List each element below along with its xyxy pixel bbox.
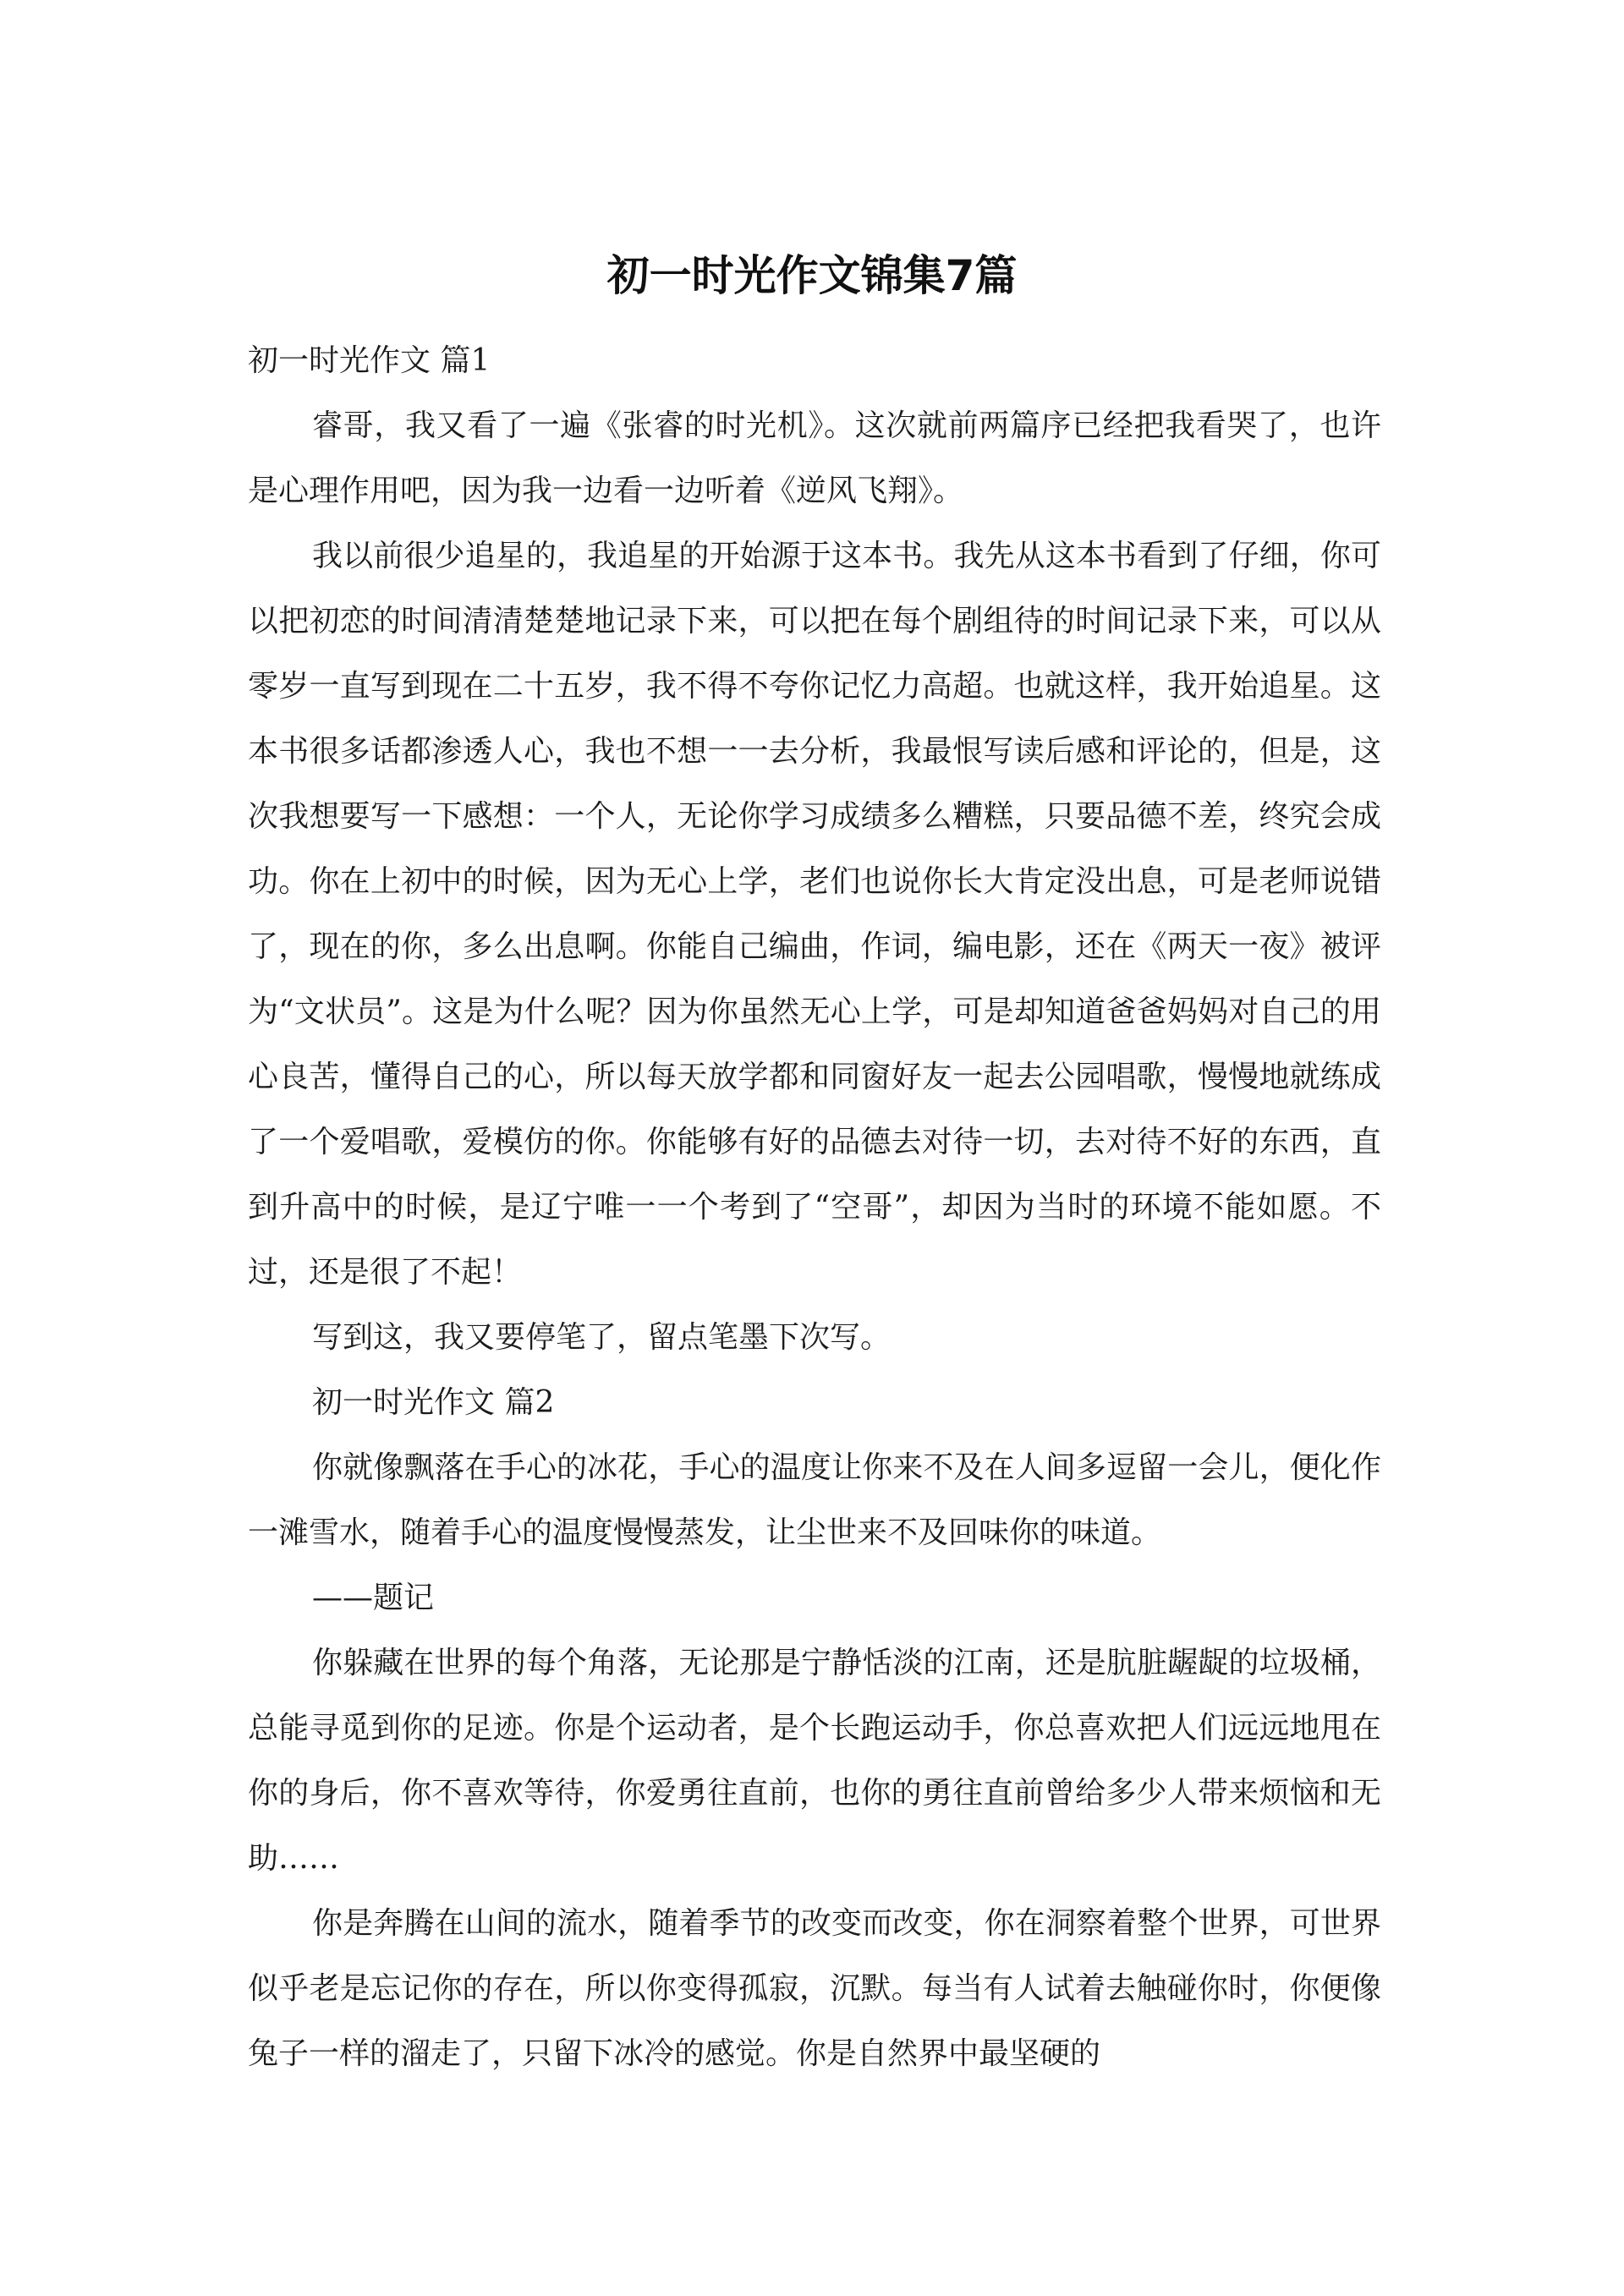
- section-heading-1: 初一时光作文 篇1: [248, 343, 491, 378]
- paragraph: 你躲藏在世界的每个角落，无论那是宁静恬淡的江南，还是肮脏龌龊的垃圾桶，总能寻觅到你的足迹。你是个运动者，是个长跑运动手，你总喜欢把人们远远地甩在你的身后，你不喜欢等待，你爱勇往直前，也你的勇往直前曾给多少人带来烦恼和无助……: [248, 1646, 1381, 1876]
- document-body: [248, 328, 1381, 2086]
- section-heading-2: 初一时光作文 篇2: [312, 1385, 555, 1420]
- paragraph: 写到这，我又要停笔了，留点笔墨下次写。: [312, 1320, 892, 1355]
- document-title: 初一时光作文锦集7篇: [606, 251, 1018, 300]
- paragraph: 你是奔腾在山间的流水，随着季节的改变而改变，你在洞察着整个世界，可世界似乎老是忘记你的存在，所以你变得孤寂，沉默。每当有人试着去触碰你时，你便像兔子一样的溜走了，只留下冰冷的感觉。你是自然界中最坚硬的: [248, 1906, 1381, 2071]
- epigraph-signature: ——题记: [312, 1581, 435, 1615]
- paragraph: 你就像飘落在手心的冰花，手心的温度让你来不及在人间多逗留一会儿，便化作一滩雪水，随着手心的温度慢慢蒸发，让尘世来不及回味你的味道。: [248, 1450, 1381, 1550]
- paragraph: 睿哥，我又看了一遍《张睿的时光机》。这次就前两篇序已经把我看哭了，也许是心理作用吧，因为我一边看一边听着《逆风飞翔》。: [248, 408, 1381, 508]
- paragraph: 我以前很少追星的，我追星的开始源于这本书。我先从这本书看到了仔细，你可以把初恋的时间清清楚楚地记录下来，可以把在每个剧组待的时间记录下来，可以从零岁一直写到现在二十五岁，我不得不夸你记忆力高超。也就这样，我开始追星。这本书很多话都渗透人心，我也不想一一去分析，我最恨写读后感和评论的，但是，这次我想要写一下感想：一个人，无论你学习成绩多么糟糕，只要品德不差，终究会成功。你在上初中的时候，因为无心上学，老们也说你长大肯定没出息，可是老师说错了，现在的你，多么出息啊。你能自己编曲，作词，编电影，还在《两天一夜》被评为“文状员”。这是为什么呢？因为你虽然无心上学，可是却知道爸爸妈妈对自己的用心良苦，懂得自己的心，所以每天放学都和同窗好友一起去公园唱歌，慢慢地就练成了一个爱唱歌，爱模仿的你。你能够有好的品德去对待一切，去对待不好的东西，直到升高中的时候，是辽宁唯一一个考到了“空哥”，却因为当时的环境不能如愿。不过，还是很了不起！: [248, 539, 1381, 1290]
